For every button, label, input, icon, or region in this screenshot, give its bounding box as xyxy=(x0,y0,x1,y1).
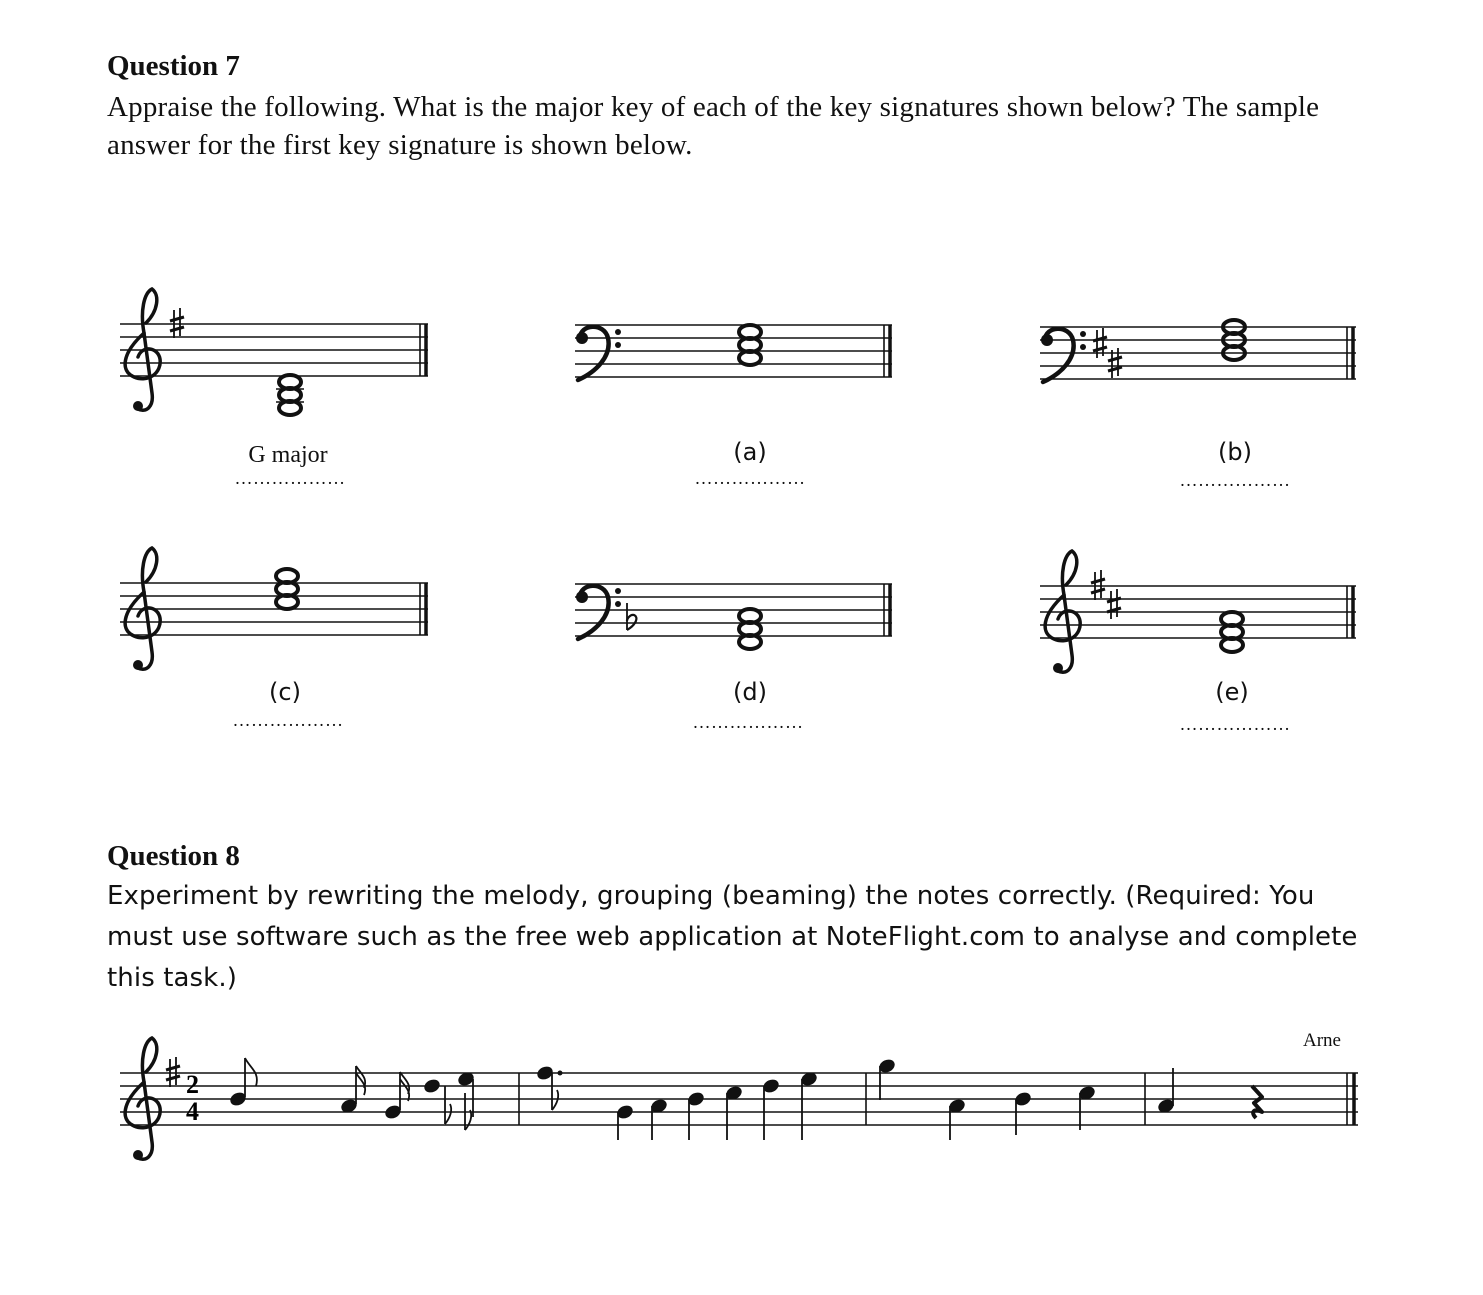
item-c-label: (c) xyxy=(269,678,301,706)
item-a-label: (a) xyxy=(733,438,767,466)
item-b-label: (b) xyxy=(1218,438,1252,466)
item-e-label: (e) xyxy=(1215,678,1249,706)
staff-c xyxy=(120,548,428,670)
staff-a xyxy=(575,325,892,380)
treble-clef-icon xyxy=(125,548,160,670)
answer-line-b[interactable]: ……………… xyxy=(1179,470,1291,490)
staff-b xyxy=(1040,320,1356,382)
sharp-icon xyxy=(170,308,184,338)
bass-clef-icon xyxy=(576,586,621,639)
answer-line-sample: ……………… xyxy=(234,468,346,488)
time-signature-top: 2 xyxy=(186,1070,199,1099)
answer-line-a[interactable]: ……………… xyxy=(694,468,806,488)
sharp-icon xyxy=(1091,570,1105,600)
question-7-instructions: Appraise the following. What is the major key of each of the key signatures shown below? The sample answer for the first key signature is shown below. xyxy=(107,91,1320,161)
treble-clef-icon xyxy=(125,1038,160,1160)
treble-clef-icon xyxy=(125,289,160,411)
bass-clef-icon xyxy=(576,327,621,380)
bass-clef-icon xyxy=(1041,329,1086,382)
flat-icon xyxy=(627,603,636,630)
staff-sample xyxy=(120,289,428,415)
treble-clef-icon xyxy=(1045,551,1080,673)
time-signature-bottom: 4 xyxy=(186,1097,199,1126)
composer-credit: Arne xyxy=(1303,1030,1341,1051)
answer-line-d[interactable]: ……………… xyxy=(692,712,804,732)
item-d-label: (d) xyxy=(733,678,767,706)
sharp-icon xyxy=(166,1057,180,1087)
sharp-icon xyxy=(1107,589,1121,619)
question-8-title: Question 8 xyxy=(107,840,240,872)
question-8-instructions: Experiment by rewriting the melody, grouping (beaming) the notes correctly. (Required: You must use software such as the free web application at NoteFlight.com to analyse and complete this task.) xyxy=(107,881,1358,993)
answer-line-e[interactable]: ……………… xyxy=(1179,714,1291,734)
question-7-title: Question 7 xyxy=(107,50,240,82)
staff-e xyxy=(1040,551,1356,673)
sample-answer-label: G major xyxy=(248,442,328,468)
staff-d xyxy=(575,584,892,649)
answer-line-c[interactable]: ……………… xyxy=(232,710,344,730)
